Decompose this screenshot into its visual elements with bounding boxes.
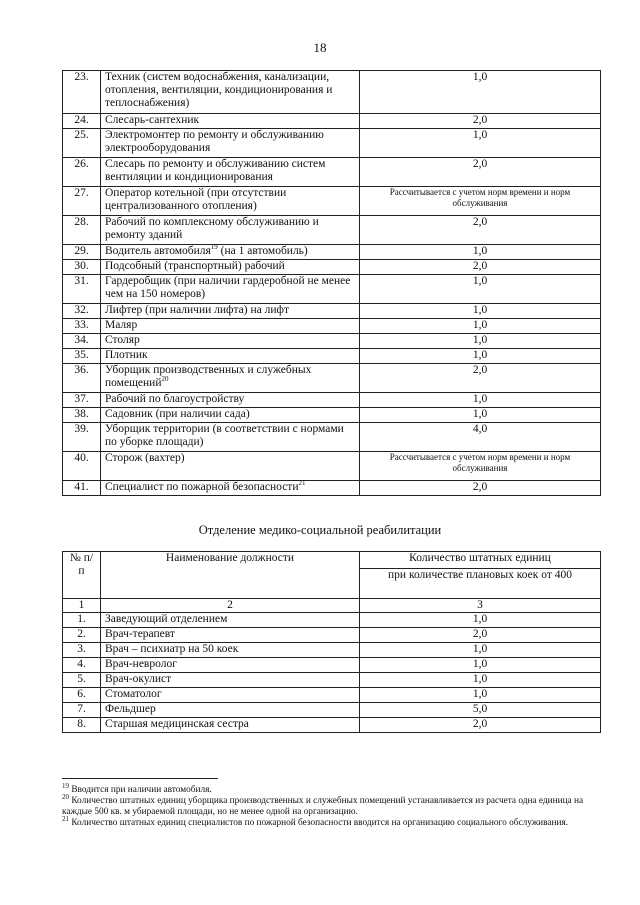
row-number: 30. bbox=[63, 260, 101, 275]
position-name: Старшая медицинская сестра bbox=[101, 718, 360, 733]
position-name: Врач-невролог bbox=[101, 658, 360, 673]
footnote bbox=[62, 814, 592, 829]
position-name bbox=[101, 275, 360, 304]
staff-count: 2,0 bbox=[360, 481, 601, 496]
position-name bbox=[101, 349, 360, 364]
table-row bbox=[63, 319, 601, 334]
table-row bbox=[63, 158, 601, 187]
staff-count: 1,0 bbox=[360, 245, 601, 260]
staff-count: 1,0 bbox=[360, 658, 601, 673]
row-number: 34. bbox=[63, 334, 101, 349]
row-number: 3. bbox=[63, 643, 101, 658]
row-number: 25. bbox=[63, 129, 101, 158]
row-number: 24. bbox=[63, 114, 101, 129]
row-number: 8. bbox=[63, 718, 101, 733]
table-row bbox=[63, 114, 601, 129]
table-header-row bbox=[63, 552, 601, 569]
row-number: 1. bbox=[63, 613, 101, 628]
row-number: 29. bbox=[63, 245, 101, 260]
position-name: Врач-окулист bbox=[101, 673, 360, 688]
row-number: 6. bbox=[63, 688, 101, 703]
table-row bbox=[63, 718, 601, 733]
staff-count: 1,0 bbox=[360, 643, 601, 658]
row-number: 38. bbox=[63, 408, 101, 423]
staff-count: 1,0 bbox=[360, 393, 601, 408]
footnotes bbox=[62, 781, 592, 829]
table-row bbox=[63, 187, 601, 216]
position-name-text: Маляр bbox=[105, 319, 138, 331]
row-number: 4. bbox=[63, 658, 101, 673]
position-name-text: Специалист по пожарной безопасности bbox=[105, 481, 299, 493]
row-number: 33. bbox=[63, 319, 101, 334]
row-number: 23. bbox=[63, 71, 101, 114]
row-number: 39. bbox=[63, 423, 101, 452]
table-row bbox=[63, 673, 601, 688]
position-name-text: Оператор котельной (при отсутствии централизованного отопления) bbox=[105, 187, 287, 212]
footnote-mark: 19 bbox=[62, 781, 69, 790]
position-name-text: Электромонтер по ремонту и обслуживанию электрооборудования bbox=[105, 129, 324, 154]
position-name bbox=[101, 304, 360, 319]
position-name-text: Рабочий по комплексному обслуживанию и ремонту зданий bbox=[105, 216, 319, 241]
table-index-row bbox=[63, 599, 601, 613]
position-name-text: Лифтер (при наличии лифта) на лифт bbox=[105, 304, 289, 316]
header-name: Наименование должности bbox=[101, 552, 360, 599]
position-name-suffix: (на 1 автомобиль) bbox=[217, 245, 308, 257]
staff-count: 2,0 bbox=[360, 114, 601, 129]
table-row bbox=[63, 216, 601, 245]
staff-count: 1,0 bbox=[360, 275, 601, 304]
footnote-mark: 20 bbox=[161, 375, 169, 384]
position-name-text: Водитель автомобиля bbox=[105, 245, 211, 257]
position-name-text: Сторож (вахтер) bbox=[105, 452, 185, 464]
row-number: 41. bbox=[63, 481, 101, 496]
position-name bbox=[101, 71, 360, 114]
footnote-mark: 21 bbox=[298, 479, 306, 488]
position-name: Заведующий отделением bbox=[101, 613, 360, 628]
footnote bbox=[62, 792, 592, 818]
position-name-text: Столяр bbox=[105, 334, 140, 346]
table-row bbox=[63, 408, 601, 423]
table-row bbox=[63, 245, 601, 260]
table-row bbox=[63, 452, 601, 481]
table-row bbox=[63, 364, 601, 393]
staff-count: Рассчитывается с учетом норм времени и норм обслуживания bbox=[360, 187, 601, 216]
position-name-text: Садовник (при наличии сада) bbox=[105, 408, 250, 420]
position-name-text: Плотник bbox=[105, 349, 148, 361]
row-number: 28. bbox=[63, 216, 101, 245]
row-number: 35. bbox=[63, 349, 101, 364]
rehabilitation-staff-table bbox=[62, 551, 601, 733]
staff-count: 5,0 bbox=[360, 703, 601, 718]
staff-count: Рассчитывается с учетом норм времени и норм обслуживания bbox=[360, 452, 601, 481]
staff-count: 2,0 bbox=[360, 158, 601, 187]
table-row bbox=[63, 481, 601, 496]
position-name: Врач-терапевт bbox=[101, 628, 360, 643]
position-name bbox=[101, 334, 360, 349]
position-name bbox=[101, 364, 360, 393]
position-name bbox=[101, 481, 360, 496]
position-name-text: Техник (систем водоснабжения, канализации, отопления, вентиляции, кондиционирования и теплоснабжения) bbox=[105, 71, 333, 109]
position-name bbox=[101, 260, 360, 275]
index-cell: 1 bbox=[63, 599, 101, 613]
position-name-text: Гардеробщик (при наличии гардеробной не менее чем на 150 номеров) bbox=[105, 275, 351, 300]
staff-count: 1,0 bbox=[360, 688, 601, 703]
position-name bbox=[101, 129, 360, 158]
table-row bbox=[63, 688, 601, 703]
index-cell: 2 bbox=[101, 599, 360, 613]
row-number: 2. bbox=[63, 628, 101, 643]
row-number: 7. bbox=[63, 703, 101, 718]
staff-table-continued bbox=[62, 70, 601, 496]
position-name-text: Слесарь по ремонту и обслуживанию систем вентиляции и кондиционирования bbox=[105, 158, 326, 183]
page-number: 18 bbox=[313, 40, 327, 55]
row-number: 40. bbox=[63, 452, 101, 481]
row-number: 5. bbox=[63, 673, 101, 688]
table-row bbox=[63, 129, 601, 158]
header-num: № п/п bbox=[63, 552, 101, 599]
row-number: 37. bbox=[63, 393, 101, 408]
table-row bbox=[63, 628, 601, 643]
staff-count: 1,0 bbox=[360, 334, 601, 349]
section-title: Отделение медико-социальной реабилитации bbox=[198, 523, 442, 537]
staff-count: 2,0 bbox=[360, 628, 601, 643]
staff-count: 2,0 bbox=[360, 718, 601, 733]
staff-count: 1,0 bbox=[360, 613, 601, 628]
header-qty-sub: при количестве плановых коек от 400 bbox=[360, 569, 601, 599]
staff-count: 1,0 bbox=[360, 71, 601, 114]
position-name bbox=[101, 245, 360, 260]
position-name bbox=[101, 187, 360, 216]
position-name bbox=[101, 114, 360, 129]
table-row bbox=[63, 658, 601, 673]
index-cell: 3 bbox=[360, 599, 601, 613]
row-number: 31. bbox=[63, 275, 101, 304]
position-name bbox=[101, 423, 360, 452]
staff-count: 4,0 bbox=[360, 423, 601, 452]
table-row bbox=[63, 275, 601, 304]
staff-count: 1,0 bbox=[360, 319, 601, 334]
footnote-separator bbox=[62, 778, 218, 779]
footnote-text: Количество штатных единиц специалистов по пожарной безопасности вводится на организацию социального обслуживания. bbox=[69, 818, 569, 828]
position-name-text: Подсобный (транспортный) рабочий bbox=[105, 260, 285, 272]
footnote-text: Количество штатных единиц уборщика производственных и служебных помещений устанавливается из расчета одна единица на каждые 500 кв. м убираемой площади, но не менее одной на организацию. bbox=[62, 796, 584, 817]
footnote bbox=[62, 781, 592, 796]
staff-count: 2,0 bbox=[360, 364, 601, 393]
table-row bbox=[63, 703, 601, 718]
staff-count: 1,0 bbox=[360, 349, 601, 364]
table-row bbox=[63, 393, 601, 408]
staff-count: 1,0 bbox=[360, 304, 601, 319]
header-qty: Количество штатных единиц bbox=[360, 552, 601, 569]
table-row bbox=[63, 260, 601, 275]
position-name-text: Уборщик производственных и служебных помещений bbox=[105, 364, 312, 389]
position-name bbox=[101, 452, 360, 481]
table-row bbox=[63, 613, 601, 628]
table-row bbox=[63, 349, 601, 364]
row-number: 36. bbox=[63, 364, 101, 393]
position-name-text: Рабочий по благоустройству bbox=[105, 393, 245, 405]
row-number: 27. bbox=[63, 187, 101, 216]
row-number: 26. bbox=[63, 158, 101, 187]
position-name: Фельдшер bbox=[101, 703, 360, 718]
position-name-text: Слесарь-сантехник bbox=[105, 114, 200, 126]
position-name bbox=[101, 319, 360, 334]
footnote-text: Вводится при наличии автомобиля. bbox=[69, 785, 212, 795]
position-name-text: Уборщик территории (в соответствии с нормами по уборке площади) bbox=[105, 423, 344, 448]
position-name bbox=[101, 393, 360, 408]
footnote-mark: 21 bbox=[62, 814, 69, 823]
position-name: Врач – психиатр на 50 коек bbox=[101, 643, 360, 658]
table-row bbox=[63, 423, 601, 452]
table-row bbox=[63, 304, 601, 319]
row-number: 32. bbox=[63, 304, 101, 319]
position-name bbox=[101, 216, 360, 245]
staff-count: 2,0 bbox=[360, 260, 601, 275]
staff-count: 1,0 bbox=[360, 673, 601, 688]
position-name bbox=[101, 408, 360, 423]
staff-count: 1,0 bbox=[360, 129, 601, 158]
table-row bbox=[63, 643, 601, 658]
table-row bbox=[63, 334, 601, 349]
footnote-mark: 20 bbox=[62, 792, 69, 801]
position-name: Стоматолог bbox=[101, 688, 360, 703]
footnote-mark: 19 bbox=[210, 243, 218, 252]
staff-count: 2,0 bbox=[360, 216, 601, 245]
position-name bbox=[101, 158, 360, 187]
staff-count: 1,0 bbox=[360, 408, 601, 423]
table-row bbox=[63, 71, 601, 114]
